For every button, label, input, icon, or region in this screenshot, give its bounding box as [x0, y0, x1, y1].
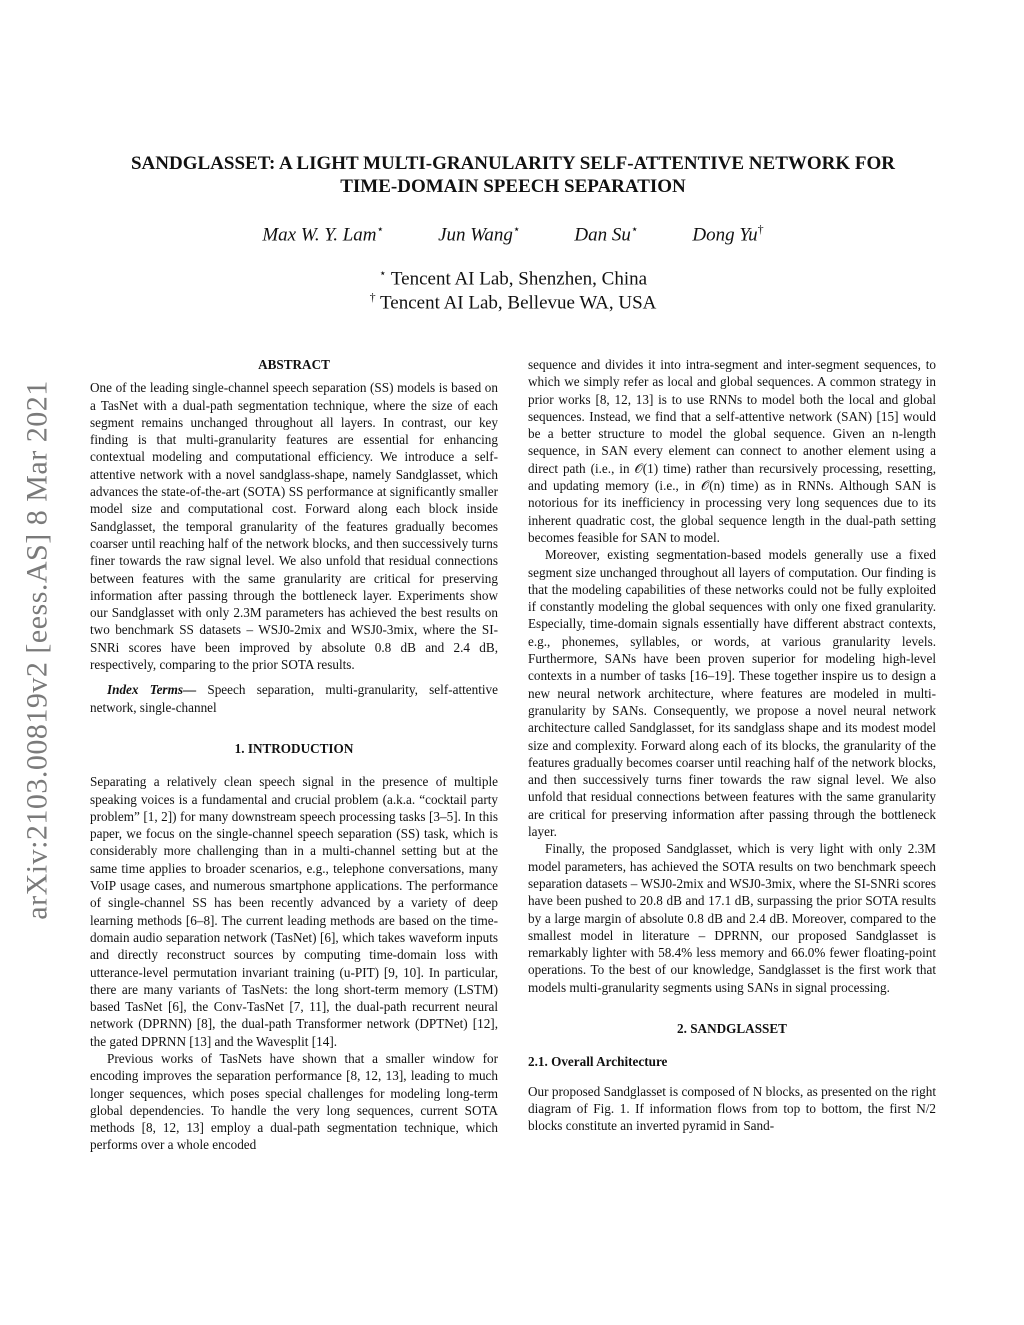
architecture-paragraph: Our proposed Sandglasset is composed of N blocks, as presented on the right diagram of Fig. 1. If information flows from top to bottom, the first N/2 blocks constitute an inverted pyramid in Sand-: [528, 1083, 936, 1134]
affiliation-shenzhen: [90, 266, 936, 290]
author-mark: ⋆: [630, 222, 639, 236]
author-mark: †: [757, 222, 764, 236]
abstract-text: One of the leading single-channel speech separation (SS) models is based on a TasNet with a dual-path segmentation technique, where the size of each segment remains unchanged throughout all layers. In contrast, our key finding is that multi-granularity features are essential for enhancing contextual modeling and computational efficiency. We introduce a self-attentive network with a novel sandglass-shape, namely Sandglasset, which advances the state-of-the-art (SOTA) SS performance at significantly smaller model size and computational cost. Forward along each block inside Sandglasset, the temporal granularity of the features gradually becomes coarser until reaching half of the network blocks, and then successively turns finer towards the raw signal level. We also unfold that residual connections between features with the same granularity are critical for preserving information after passing through the bottleneck layer. Experiments show our Sandglasset with only 2.3M parameters has achieved the best results on two benchmark SS datasets – WSJ0-2mix and WSJ0-3mix, where the SI-SNRi scores have been improved by absolute 0.8 dB and 2.4 dB, respectively, comparing to the prior SOTA results.: [90, 380, 498, 673]
title-line-1: SANDGLASSET: A LIGHT MULTI-GRANULARITY SELF-ATTENTIVE NETWORK FOR: [130, 153, 896, 174]
right-column: [528, 356, 936, 1134]
abstract-heading: ABSTRACT: [258, 357, 330, 372]
affiliation-mark: †: [369, 290, 376, 304]
intro-paragraph-1: Separating a relatively clean speech signal in the presence of multiple speaking voices is a fundamental and crucial problem (a.k.a. “cocktail party problem” [1, 2]) for many downstream speech processing tasks [3–5]. In this paper, we focus on the single-channel speech separation (SS) task, which is considerably more challenging than in a multi-channel setting but at the same time applies to broader scenarios, e.g., telephone conversations, many VoIP usage cases, and numerous smartphone applications. The performance of single-channel SS has been recently advanced by a variety of deep learning methods [6–8]. The current leading methods are based on the time-domain audio separation network (TasNet) [6], which takes waveform inputs and directly reconstruct sources by computing time-domain loss with utterance-level permutation invariant training (u-PIT) [9, 10]. In particular, there are many variants of TasNets: the long short-term memory (LSTM) based TasNet [6], the Conv-TasNet [7, 11], the dual-path recurrent neural network (DPRNN) [8], the dual-path Transformer network (DPTNet) [12], the gated DPRNN [13] and the Wavesplit [14].: [90, 774, 498, 1049]
paper-title: [90, 152, 936, 198]
index-terms-label: Index Terms—: [107, 682, 197, 698]
index-terms: [90, 681, 498, 716]
author: [692, 222, 763, 246]
overall-architecture-heading: 2.1. Overall Architecture: [528, 1054, 668, 1070]
intro-paragraph-5: Finally, the proposed Sandglasset, which is very light with only 2.3M model parameters, has achieved the SOTA results on two benchmark speech separation datasets – WSJ0-2mix and WSJ0-3mix, where the SI-SNRi scores have been pushed to 20.8 dB and 17.1 dB, surpassing the prior SOTA results by a large margin of absolute 0.8 dB and 2.4 dB. Moreover, compared to the smallest model in literature – DPRNN, our proposed Sandglasset is remarkably lighter with 58.4% less memory and 66.0% fewer floating-point operations. To the best of our knowledge, Sandglasset is the first work that models multi-granularity segments using SANs in signal processing.: [528, 841, 936, 995]
arxiv-id-text: arXiv:2103.00819v2 [eess.AS] 8 Mar 2021: [21, 380, 54, 920]
introduction-heading: 1. INTRODUCTION: [234, 740, 354, 756]
affiliation-bellevue: [90, 290, 936, 314]
arxiv-identifier: [8, 340, 68, 960]
title-line-2: TIME-DOMAIN SPEECH SEPARATION: [340, 176, 686, 197]
author-name: Dong Yu: [692, 224, 758, 246]
author-mark: ⋆: [376, 222, 385, 236]
intro-paragraph-2: Previous works of TasNets have shown that a smaller window for encoding improves the separation performance [8, 12, 13], leading to much longer sequences, which poses special challenges for modeling long-term global dependencies. To handle the very long sequences, current SOTA methods [8, 12, 13] employ a dual-path segmentation technique, which performs over a whole encoded: [90, 1050, 498, 1153]
author: [574, 222, 638, 246]
author-name: Max W. Y. Lam: [262, 224, 377, 246]
left-column: [90, 356, 498, 1154]
intro-paragraph-4: Moreover, existing segmentation-based models generally use a fixed segment size unchanged throughout all layers of computation. Our finding is that the modeling capabilities of these networks could not be fully exploited if constantly modeling the global sequences with only one fixed granularity. Especially, time-domain signals essentially have different abstract contexts, e.g., phonemes, syllables, or words, at various granularity levels. Furthermore, SANs have been proven superior for modeling high-level contexts in a number of tasks [16–19]. These together inspire us to design a new neural network architecture, where features are modeled in multi-granularity by SANs. Consequently, we propose a novel neural network architecture called Sandglasset, for its sandglass shape and its modest model size and complexity. Forward along each of its blocks, the granularity of the features gradually becomes coarser until reaching half of the network blocks, and then successively turns finer towards the raw signal level. We also unfold that residual connections between features with the same granularity are critical for preserving information after passing through the bottleneck layer.: [528, 547, 936, 840]
index-terms-text: Speech separation, multi-granularity, self-attentive network, single-channel: [90, 682, 499, 715]
author: [262, 222, 384, 246]
author: [438, 222, 520, 246]
affiliation-text: Tencent AI Lab, Bellevue WA, USA: [380, 292, 657, 314]
intro-paragraph-3: sequence and divides it into intra-segment and inter-segment sequences, to which we simply refer as local and global sequences. A common strategy in prior works [8, 12, 13] is to use RNNs to model both the local and global sequences. Instead, we find that a self-attentive network (SAN) [15] would be a better structure to model the global sequence. Given an n-length sequence, in SAN every element can connect to another element using a direct path (i.e., in 𝒪(1) time) rather than recursively processing, resetting, and updating memory (i.e., in 𝒪(n) time) as in RNNs. Although SAN is notorious for its inefficiency in processing very long sequences due to its inherent quadratic cost, the global sequence length in the dual-path setting becomes feasible for SAN to model.: [528, 357, 936, 545]
affiliation-text: Tencent AI Lab, Shenzhen, China: [390, 268, 648, 290]
author-name: Jun Wang: [438, 224, 513, 246]
author-mark: ⋆: [512, 222, 521, 236]
author-list: [90, 222, 936, 246]
sandglasset-heading: 2. SANDGLASSET: [677, 1020, 787, 1036]
affiliation-mark: ⋆: [378, 266, 387, 280]
author-name: Dan Su: [574, 224, 631, 246]
